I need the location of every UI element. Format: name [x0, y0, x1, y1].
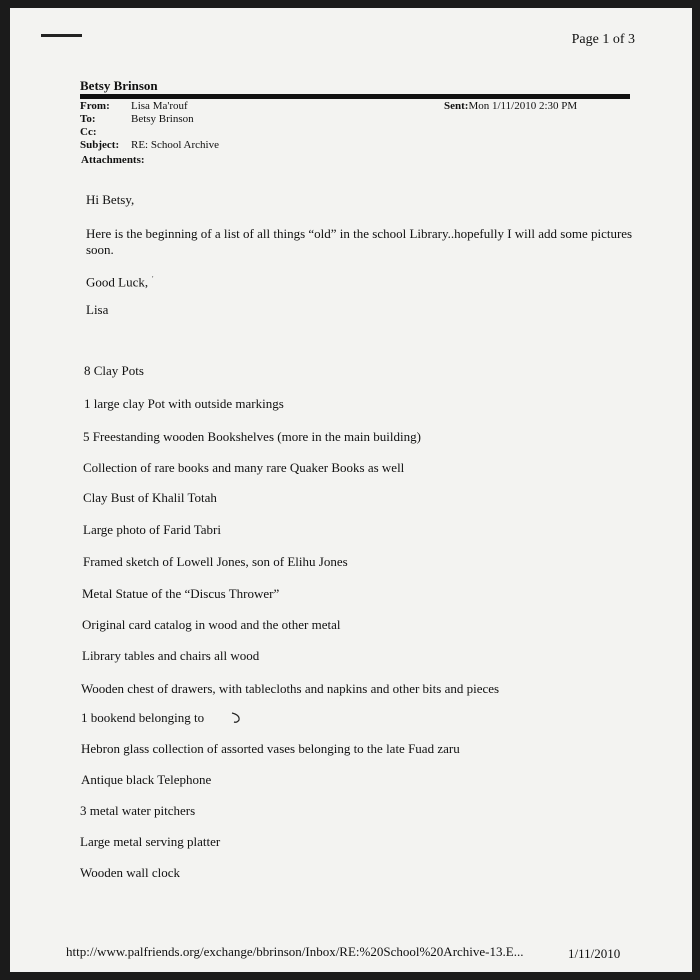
- greeting: Hi Betsy,: [86, 192, 135, 207]
- list-item: 3 metal water pitchers: [80, 803, 196, 818]
- sent-label: Sent:: [444, 100, 469, 112]
- list-item: Framed sketch of Lowell Jones, son of Elihu Jones: [83, 554, 348, 569]
- list-item: Metal Statue of the “Discus Thrower”: [82, 586, 280, 601]
- intro-paragraph: Here is the beginning of a list of all things “old” in the school Library..hopefully I will add some pictures soon.: [86, 226, 633, 257]
- subject-value: RE: School Archive: [131, 139, 219, 151]
- to-value: Betsy Brinson: [131, 113, 194, 125]
- list-item: Antique black Telephone: [81, 772, 212, 787]
- list-item-bookend: [81, 710, 204, 726]
- closing: [86, 270, 636, 290]
- sent-row: [444, 100, 577, 112]
- list-item: Wooden wall clock: [80, 865, 181, 880]
- corner-mark: [41, 34, 82, 37]
- list-item: Hebron glass collection of assorted vases belonging to the late Fuad zaru: [81, 741, 460, 756]
- page-number: Page 1 of 3: [571, 32, 635, 47]
- subject-row: [80, 139, 420, 152]
- list-item: Collection of rare books and many rare Quaker Books as well: [83, 460, 405, 475]
- attachments-row: [81, 154, 421, 167]
- header-rule: [80, 94, 630, 99]
- footer-date: 1/11/2010: [568, 946, 621, 961]
- handwritten-mark-icon: [229, 711, 243, 725]
- from-row: [80, 100, 420, 113]
- signature: Lisa: [86, 302, 109, 317]
- to-label: To:: [80, 113, 96, 125]
- subject-label: Subject:: [80, 139, 120, 151]
- closing-mark: ˑ: [151, 273, 154, 283]
- list-item: Large metal serving platter: [80, 834, 221, 849]
- closing-text: Good Luck,: [86, 274, 149, 290]
- cc-label: Cc:: [80, 126, 97, 138]
- footer-url: http://www.palfriends.org/exchange/bbrinson/Inbox/RE:%20School%20Archive-13.E...: [66, 944, 524, 959]
- to-row: [80, 113, 420, 126]
- from-label: From:: [80, 100, 110, 112]
- document-page: [10, 8, 692, 972]
- attachments-label: Attachments:: [81, 154, 145, 166]
- list-item: Original card catalog in wood and the other metal: [82, 617, 341, 632]
- from-value: Lisa Ma'rouf: [131, 100, 188, 112]
- list-item: Wooden chest of drawers, with tablecloths and napkins and other bits and pieces: [81, 681, 500, 696]
- list-item: Library tables and chairs all wood: [82, 648, 260, 663]
- bookend-text: 1 bookend belonging to: [81, 710, 205, 725]
- mailbox-owner: Betsy Brinson: [80, 78, 158, 93]
- list-item: Large photo of Farid Tabri: [83, 522, 221, 537]
- list-item: 1 large clay Pot with outside markings: [84, 396, 284, 411]
- sent-value: Mon 1/11/2010 2:30 PM: [468, 100, 578, 112]
- cc-row: [80, 126, 420, 139]
- list-item: 8 Clay Pots: [84, 363, 144, 378]
- list-item: Clay Bust of Khalil Totah: [83, 490, 217, 505]
- list-item: 5 Freestanding wooden Bookshelves (more in the main building): [83, 429, 421, 444]
